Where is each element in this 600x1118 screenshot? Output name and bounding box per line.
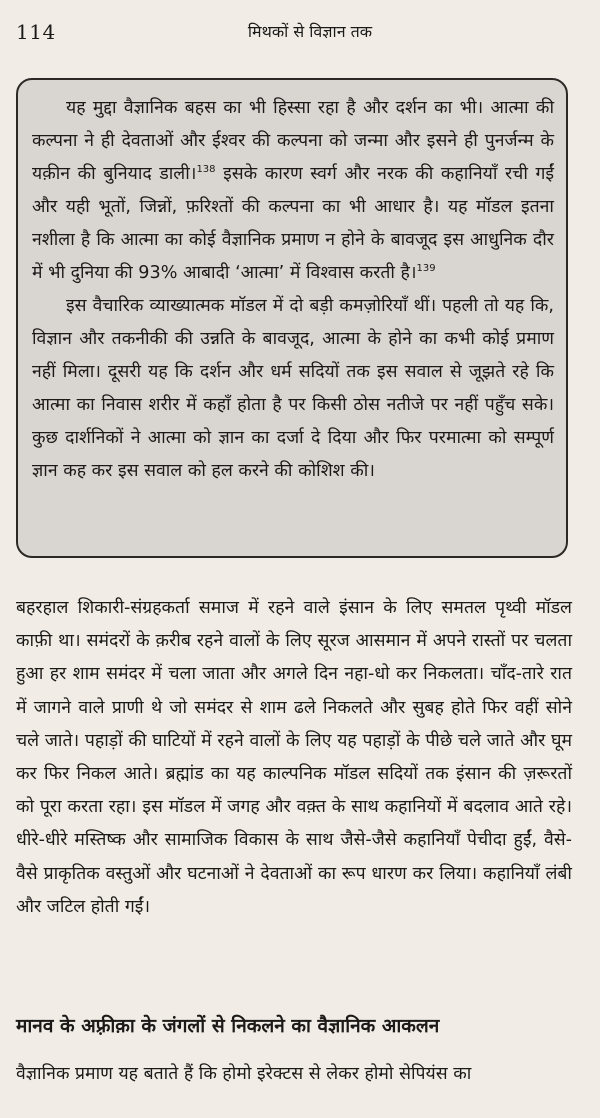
next-paragraph-start: वैज्ञानिक प्रमाण यह बताते हैं कि होमो इरेक्टस से लेकर होमो सेपियंस का bbox=[16, 1064, 472, 1084]
body-text-continued bbox=[16, 1058, 572, 1091]
highlighted-box bbox=[16, 78, 568, 558]
box-paragraph-2: इस वैचारिक व्याख्यात्मक मॉडल में दो बड़ी कमज़ोरियाँ थीं। पहली तो यह कि, विज्ञान और तकनीकी की उन्नति के बावजूद, आत्मा के होने का कभी कोई प्रमाण नहीं मिला। दूसरी यह कि दर्शन और धर्म सदियों तक इस सवाल से जूझते रहे कि आत्मा का निवास शरीर में कहाँ होता है पर किसी ठोस नतीजे पर नहीं पहुँच सके। कुछ दार्शनिकों ने आत्मा को ज्ञान का दर्जा दे दिया और फिर परमात्मा को सम्पूर्ण ज्ञान कह कर इस सवाल को हल करने की कोशिश की। bbox=[32, 296, 554, 481]
footnote-ref-138: 138 bbox=[196, 164, 216, 176]
box-paragraph-1-text-a: यह मुद्दा वैज्ञानिक बहस का भी हिस्सा रहा है और दर्शन का भी। आत्मा की कल्पना ने ही देवताओं और ईश्वर की कल्पना को जन्मा और इसने ही पुनर्जन्म के यक़ीन की बुनियाद डाली। bbox=[32, 98, 554, 184]
box-paragraph-1 bbox=[32, 92, 554, 290]
body-text bbox=[16, 592, 572, 924]
footnote-ref-139: 139 bbox=[416, 263, 436, 275]
box-paragraph-1-text-b: इसके कारण स्वर्ग और नरक की कहानियाँ रची गईं और यही भूतों, जिन्नों, फ़रिश्तों की कल्पना का भी आधार है। यह मॉडल इतना नशीला है कि आत्मा का कोई वैज्ञानिक प्रमाण न होने के बावजूद इस आधुनिक दौर में भी दुनिया की 93% आबादी ‘आत्मा’ में विश्वास करती है। bbox=[32, 164, 554, 283]
running-header bbox=[0, 0, 600, 54]
page-number: 114 bbox=[16, 20, 56, 44]
body-paragraph: बहरहाल शिकारी-संग्रहकर्ता समाज में रहने वाले इंसान के लिए समतल पृथ्वी मॉडल काफ़ी था। समंदरों के क़रीब रहने वालों के लिए सूरज आसमान में अपने रास्तों पर चलता हुआ हर शाम समंदर में चला जाता और अगले दिन नहा-धो कर निकलता। चाँद-तारे रात में जागने वाले प्राणी थे जो समंदर से शाम ढले निकलते और सुबह होते फिर वहीं सोने चले जाते। पहाड़ों की घाटियों में रहने वालों के लिए यह पहाड़ों के पीछे चले जाते और घूम कर फिर निकल आते। ब्रह्मांड का यह काल्पनिक मॉडल सदियों तक इंसान की ज़रूरतों को पूरा करता रहा। इस मॉडल में जगह और वक़्त के साथ कहानियों में बदलाव आते रहे। धीरे-धीरे मस्तिष्क और सामाजिक विकास के साथ जैसे-जैसे कहानियाँ पेचीदा हुईं, वैसे-वैसे प्राकृतिक वस्तुओं और घटनाओं ने देवताओं का रूप धारण कर लिया। कहानियाँ लंबी और जटिल होती गईं। bbox=[16, 598, 572, 917]
section-heading: मानव के अफ़्रीक़ा के जंगलों से निकलने का वैज्ञानिक आकलन bbox=[16, 1015, 440, 1037]
book-title: मिथकों से विज्ञान तक bbox=[247, 22, 373, 41]
